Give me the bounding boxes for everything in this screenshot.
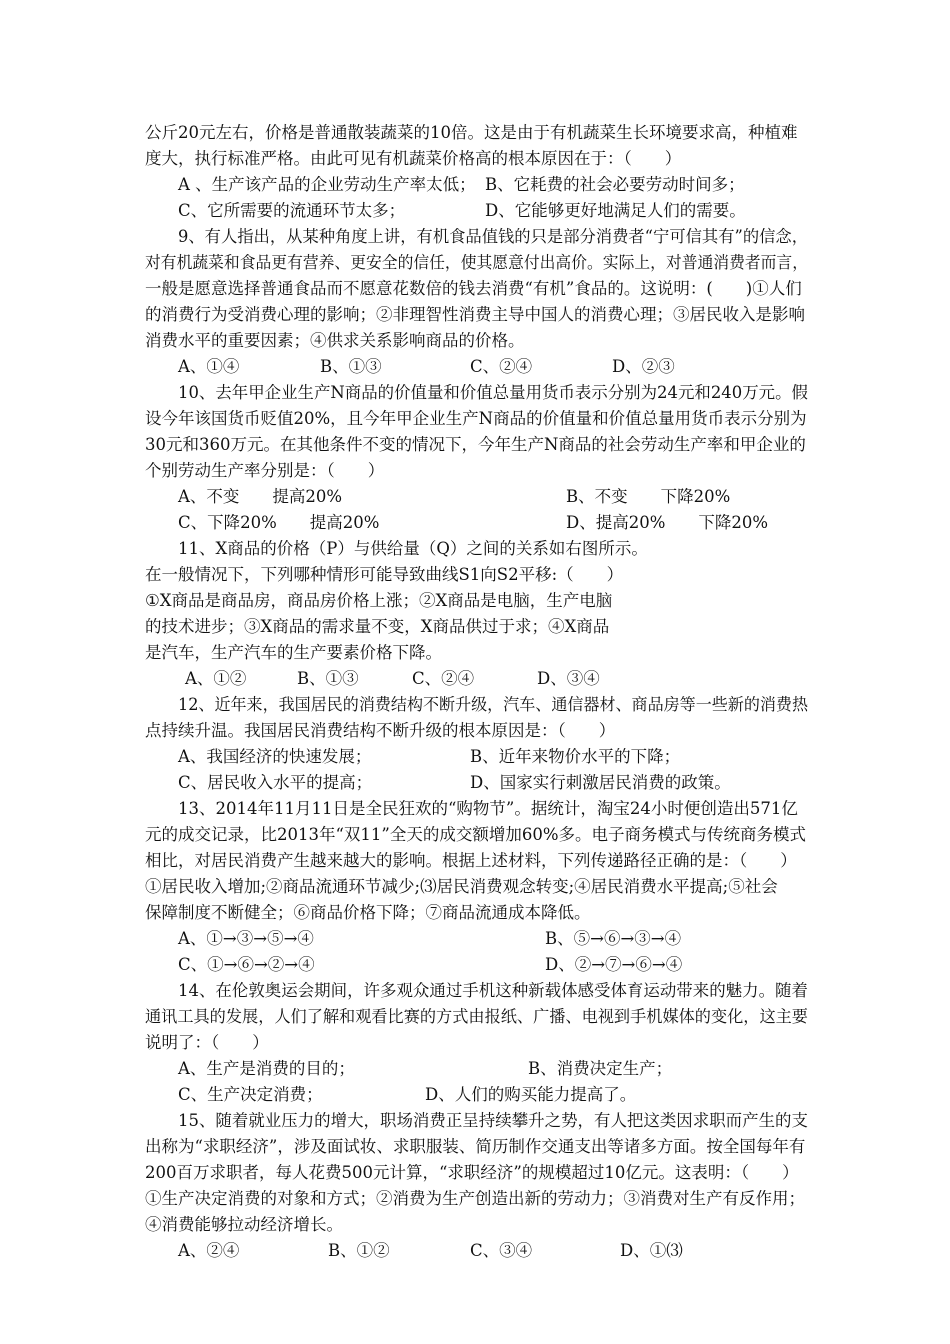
text-segment: 保障制度不断健全；⑥商品价格下降；⑦商品流通成本降低。 — [145, 903, 591, 922]
text-segment: ①居民收入增加;②商品流通环节减少;⑶居民消费观念转变;④居民消费水平提高;⑤社会 — [145, 877, 778, 896]
text-segment: D、人们的购买能力提高了。 — [425, 1085, 637, 1104]
text-line — [0, 1238, 950, 1264]
text-segment: B、①③ — [297, 669, 359, 688]
text-segment: 点持续升温。我国居民消费结构不断升级的根本原因是：（ ） — [145, 721, 616, 740]
text-segment: B、近年来物价水平的下降； — [470, 747, 681, 766]
text-segment: A、①④ — [178, 357, 240, 376]
text-segment: 说明了：（ ） — [145, 1033, 269, 1052]
text-line — [0, 536, 950, 562]
text-segment: 在一般情况下，下列哪种情形可能导致曲线S1向S2平移:（ ） — [145, 565, 624, 584]
text-line — [0, 1030, 950, 1056]
text-segment: 消费水平的重要因素；④供求关系影响商品的价格。 — [145, 331, 525, 350]
text-segment: 相比，对居民消费产生越来越大的影响。根据上述材料，下列传递路径正确的是：（ ） — [145, 851, 797, 870]
text-segment: 9、有人指出，从某种角度上讲，有机食品值钱的只是部分消费者“宁可信其有”的信念， — [178, 227, 809, 246]
text-segment: 是汽车，生产汽车的生产要素价格下降。 — [145, 643, 442, 662]
text-line — [0, 874, 950, 900]
text-line — [0, 692, 950, 718]
text-line — [0, 1056, 950, 1082]
text-line — [0, 562, 950, 588]
text-segment: A、不变 提高20% — [178, 487, 343, 506]
text-segment: 公斤20元左右，价格是普通散装蔬菜的10倍。这是由于有机蔬菜生长环境要求高，种植难 — [145, 123, 798, 142]
text-segment: D、③④ — [537, 669, 600, 688]
text-segment: 一般是愿意选择普通食品而不愿意花数倍的钱去消费“有机”食品的。这说明：( )①人们 — [145, 279, 802, 298]
text-segment: C、①→⑥→②→④ — [178, 955, 315, 974]
text-segment: A、我国经济的快速发展； — [178, 747, 372, 766]
text-line — [0, 250, 950, 276]
text-line — [0, 718, 950, 744]
text-segment: ①X商品是商品房，商品房价格上涨；②X商品是电脑，生产电脑 — [145, 591, 613, 610]
text-segment: D、②③ — [612, 357, 675, 376]
text-line — [0, 952, 950, 978]
text-segment: 元的成交记录，比2013年“双11”全天的成交额增加60%多。电子商务模式与传统商务模式 — [145, 825, 807, 844]
text-segment: A 、生产该产品的企业劳动生产率太低； — [178, 175, 476, 194]
text-line — [0, 1082, 950, 1108]
text-segment: 10、去年甲企业生产N商品的价值量和价值总量用货币表示分别为24元和240万元。假 — [178, 383, 808, 402]
text-segment: 30元和360万元。在其他条件不变的情况下，今年生产N商品的社会劳动生产率和甲企业的 — [145, 435, 806, 454]
text-line — [0, 978, 950, 1004]
text-line — [0, 224, 950, 250]
text-line — [0, 614, 950, 640]
text-segment: C、它所需要的流通环节太多； — [178, 201, 406, 220]
text-segment: B、①② — [328, 1241, 390, 1260]
text-segment: D、提高20% 下降20% — [566, 513, 769, 532]
text-segment: B、消费决定生产； — [528, 1059, 673, 1078]
text-segment: 15、随着就业压力的增大，职场消费正呈持续攀升之势，有人把这类因求职而产生的支 — [178, 1111, 808, 1130]
text-segment: 对有机蔬菜和食品更有营养、更安全的信任，使其愿意付出高价。实际上，对普通消费者而言， — [145, 253, 808, 272]
text-segment: C、居民收入水平的提高； — [178, 773, 373, 792]
text-line — [0, 1108, 950, 1134]
text-line — [0, 1134, 950, 1160]
text-segment: 12、近年来，我国居民的消费结构不断升级，汽车、通信器材、商品房等一些新的消费热 — [178, 695, 808, 714]
text-segment: A、②④ — [178, 1241, 240, 1260]
text-segment: 200百万求职者，每人花费500元计算，“求职经济”的规模超过10亿元。这表明：（ ） — [145, 1163, 799, 1182]
text-segment: B、⑤→⑥→③→④ — [545, 929, 682, 948]
text-segment: B、不变 下降20% — [566, 487, 731, 506]
text-segment: A、①→③→⑤→④ — [178, 929, 314, 948]
text-line — [0, 822, 950, 848]
text-line — [0, 146, 950, 172]
text-segment: A、①② — [185, 669, 247, 688]
text-line — [0, 666, 950, 692]
text-line — [0, 900, 950, 926]
text-segment: C、生产决定消费； — [178, 1085, 323, 1104]
text-line — [0, 796, 950, 822]
text-segment: B、①③ — [320, 357, 382, 376]
text-segment: ④消费能够拉动经济增长。 — [145, 1215, 343, 1234]
text-line — [0, 172, 950, 198]
text-line — [0, 302, 950, 328]
text-segment: D、它能够更好地满足人们的需要。 — [485, 201, 746, 220]
text-line — [0, 848, 950, 874]
text-line — [0, 770, 950, 796]
text-line — [0, 1004, 950, 1030]
text-line — [0, 276, 950, 302]
text-line — [0, 1160, 950, 1186]
text-line — [0, 588, 950, 614]
text-line — [0, 640, 950, 666]
text-segment: 的技术进步；③X商品的需求量不变，X商品供过于求；④X商品 — [145, 617, 610, 636]
text-line — [0, 354, 950, 380]
text-segment: D、②→⑦→⑥→④ — [545, 955, 683, 974]
text-line — [0, 510, 950, 536]
text-line — [0, 744, 950, 770]
text-line — [0, 406, 950, 432]
text-line — [0, 458, 950, 484]
text-segment: 14、在伦敦奥运会期间，许多观众通过手机这种新载体感受体育运动带来的魅力。随着 — [178, 981, 808, 1000]
text-segment: 出称为“求职经济”，涉及面试妆、求职服装、简历制作交通支出等诸多方面。按全国每年有 — [145, 1137, 806, 1156]
text-segment: 设今年该国货币贬值20%，且今年甲企业生产N商品的价值量和价值总量用货币表示分别为 — [145, 409, 807, 428]
text-segment: 度大，执行标准严格。由此可见有机蔬菜价格高的根本原因在于：（ ） — [145, 149, 682, 168]
text-line — [0, 1186, 950, 1212]
text-segment: B、它耗费的社会必要劳动时间多； — [485, 175, 745, 194]
text-segment: 通讯工具的发展，人们了解和观看比赛的方式由报纸、广播、电视到手机媒体的变化，这主要 — [145, 1007, 808, 1026]
text-segment: 个别劳动生产率分别是：（ ） — [145, 461, 385, 480]
text-segment: C、下降20% 提高20% — [178, 513, 380, 532]
text-line — [0, 198, 950, 224]
text-line — [0, 1212, 950, 1238]
text-segment: D、①⑶ — [620, 1241, 683, 1260]
text-line — [0, 380, 950, 406]
text-segment: C、③④ — [470, 1241, 533, 1260]
text-segment: 13、2014年11月11日是全民狂欢的“购物节”。据统计，淘宝24小时便创造出571亿 — [178, 799, 798, 818]
text-segment: 的消费行为受消费心理的影响；②非理智性消费主导中国人的消费心理；③居民收入是影响 — [145, 305, 805, 324]
text-segment: C、②④ — [412, 669, 475, 688]
text-segment: 11、X商品的价格（P）与供给量（Q）之间的关系如右图所示。 — [178, 539, 648, 558]
text-line — [0, 484, 950, 510]
text-line — [0, 926, 950, 952]
text-segment: C、②④ — [470, 357, 533, 376]
text-line — [0, 328, 950, 354]
text-line — [0, 120, 950, 146]
text-segment: A、生产是消费的目的； — [178, 1059, 355, 1078]
text-segment: ①生产决定消费的对象和方式；②消费为生产创造出新的劳动力；③消费对生产有反作用； — [145, 1189, 805, 1208]
text-segment: D、国家实行刺激居民消费的政策。 — [470, 773, 731, 792]
text-line — [0, 432, 950, 458]
